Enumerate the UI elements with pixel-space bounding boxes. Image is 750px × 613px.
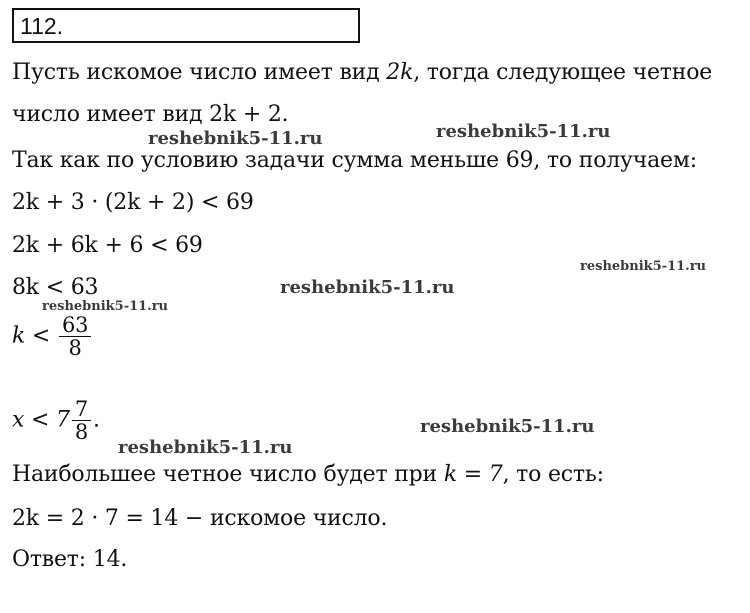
watermark: reshebnik5-11.ru — [42, 299, 169, 314]
line-max-expr: k = 7 — [443, 462, 503, 487]
result-expr: 2k = 2 · 7 = 14 − — [12, 506, 204, 531]
fraction-denominator: 8 — [68, 336, 82, 360]
problem-number: 112. — [20, 13, 64, 39]
problem-header-box — [12, 8, 360, 43]
line2-text: число имеет вид — [12, 102, 210, 127]
fraction-numerator: 7 — [72, 398, 91, 421]
equation-4-left: k < — [12, 323, 51, 349]
answer-line — [12, 547, 127, 573]
equation-1-text: 2k + 3 · (2k + 2) < 69 — [12, 190, 254, 215]
line-max-rest: , то есть: — [502, 462, 604, 487]
equation-5 — [12, 398, 100, 443]
answer-text: Ответ: 14. — [12, 547, 128, 572]
equation-2 — [12, 233, 203, 259]
fraction-7-8 — [72, 398, 91, 443]
line2-expr: 2k + 2. — [209, 102, 289, 127]
equation-5-left: x < 7 — [12, 407, 70, 433]
solution-line-1 — [12, 60, 712, 86]
watermark: reshebnik5-11.ru — [280, 277, 455, 298]
equation-3-text: 8k < 63 — [12, 275, 99, 300]
solution-result — [12, 506, 387, 532]
solution-line-2 — [12, 102, 288, 128]
equation-5-end: . — [93, 407, 100, 433]
watermark: reshebnik5-11.ru — [118, 437, 293, 458]
watermark: reshebnik5-11.ru — [580, 259, 707, 274]
equation-3 — [12, 275, 98, 301]
equation-1 — [12, 190, 254, 216]
line-max-text: Наибольшее четное число будет при — [12, 462, 444, 487]
fraction-63-8 — [59, 314, 91, 359]
line3-text: Так как по условию задачи сумма меньше 69, то получаем: — [12, 148, 697, 173]
line1-rest: , тогда следующее четное — [413, 60, 713, 85]
equation-4 — [12, 314, 93, 359]
solution-line-3 — [12, 148, 697, 174]
line1-text: Пусть искомое число имеет вид — [12, 60, 387, 85]
equation-2-text: 2k + 6k + 6 < 69 — [12, 233, 203, 258]
watermark: reshebnik5-11.ru — [436, 121, 611, 142]
result-text: искомое число. — [203, 506, 388, 531]
watermark: reshebnik5-11.ru — [420, 416, 595, 437]
watermark: reshebnik5-11.ru — [148, 128, 323, 149]
fraction-numerator: 63 — [59, 314, 91, 337]
fraction-denominator: 8 — [74, 420, 88, 444]
line1-expr: 2k — [386, 60, 414, 85]
solution-line-max — [12, 462, 604, 488]
